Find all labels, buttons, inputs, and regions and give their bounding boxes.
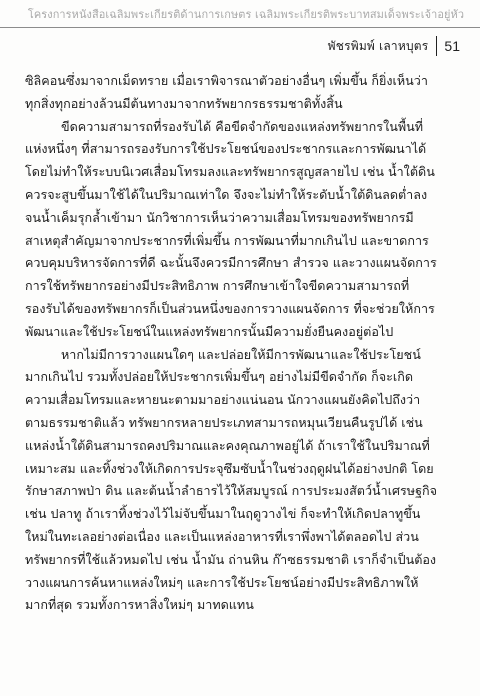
text-line: ทุกสิ่งทุกอย่างล้วนมีต้นทางมาจากทรัพยากรธรรมชาติทั้งสิ้น	[25, 95, 343, 111]
text-line: จนน้ำเค็มรุกล้ำเข้ามา นักวิชาการเห็นว่าความเสื่อมโทรมของทรัพยากรมี	[25, 209, 414, 225]
text-line: การใช้ทรัพยากรอย่างมีประสิทธิภาพ การศึกษาเข้าใจขีดความสามารถที่	[25, 278, 410, 294]
paragraph	[25, 116, 461, 344]
header-divider	[0, 27, 480, 28]
text-line: แหล่งน้ำใต้ดินสามารถคงปริมาณและคงคุณภาพอยู่ได้ ถ้าเราใช้ในปริมาณที่	[25, 437, 430, 453]
page-number: 51	[444, 38, 460, 54]
text-line: มากเกินไป รวมทั้งปล่อยให้ประชากรเพิ่มขึ้นๆ อย่างไม่มีขีดจำกัด ก็จะเกิด	[25, 369, 414, 385]
paragraph	[25, 70, 461, 116]
text-line: เหมาะสม และทิ้งช่วงให้เกิดการประจุซึมซับน้ำในช่วงฤดูฝนได้อย่างปกติ โดย	[25, 460, 434, 476]
page-number-separator	[436, 36, 437, 56]
text-line: ตามธรรมชาติแล้ว ทรัพยากรหลายประเภทสามารถหมุนเวียนคืนรูปได้ เช่น	[25, 414, 423, 430]
text-line: ทรัพยากรที่ใช้แล้วหมดไป เช่น น้ำมัน ถ่านหิน ก๊าซธรรมชาติ เราก็จำเป็นต้อง	[25, 551, 437, 567]
page-header	[328, 35, 460, 57]
text-line: โดยไม่ทำให้ระบบนิเวศเสื่อมโทรมลงและทรัพยากรสูญสลายไป เช่น น้ำใต้ดิน	[25, 164, 435, 180]
text-line: ใหม่ในทะเลอย่างต่อเนื่อง และเป็นแหล่งอาหารที่เราพึ่งพาได้ตลอดไป ส่วน	[25, 528, 419, 544]
text-line: สาเหตุสำคัญมาจากประชากรที่เพิ่มขึ้น การพัฒนาที่มากเกินไป และขาดการ	[25, 232, 429, 248]
paragraph	[25, 344, 461, 618]
text-line: รักษาสภาพป่า ดิน และต้นน้ำลำธารไว้ให้สมบูรณ์ การประมงสัตว์น้ำเศรษฐกิจ	[25, 483, 438, 499]
text-line: รองรับได้ของทรัพยากรก็เป็นส่วนหนึ่งของการวางแผนจัดการ ที่จะช่วยให้การ	[25, 300, 435, 316]
text-line: ควบคุมบริหารจัดการที่ดี ฉะนั้นจึงควรมีการศึกษา สำรวจ และวางแผนจัดการ	[25, 255, 437, 271]
text-line: แห่งหนึ่งๆ ที่สามารถรองรับการใช้ประโยชน์ของประชากรและการพัฒนาได้	[25, 141, 427, 157]
text-line: เช่น ปลาทู ถ้าเราทิ้งช่วงไว้ไม่จับขึ้นมาในฤดูวางไข่ ก็จะทำให้เกิดปลาทูขึ้น	[25, 506, 421, 522]
text-line: มากที่สุด รวมทั้งการหาสิ่งใหม่ๆ มาทดแทน	[25, 597, 254, 613]
text-line: ขีดความสามารถที่รองรับได้ คือขีดจำกัดของแหล่งทรัพยากรในพื้นที่	[61, 118, 424, 134]
running-title: โครงการหนังสือเฉลิมพระเกียรติด้านการเกษตร เฉลิมพระเกียรติพระบาทสมเด็จพระเจ้าอยู่หัว	[27, 8, 465, 21]
text-line: ควรจะสูบขึ้นมาใช้ได้ในปริมาณเท่าใด จึงจะไม่ทำให้ระดับน้ำใต้ดินลดต่ำลง	[25, 186, 428, 202]
text-line: หากไม่มีการวางแผนใดๆ และปล่อยให้มีการพัฒนาและใช้ประโยชน์	[61, 346, 421, 362]
text-line: ซิลิคอนซึ่งมาจากเม็ดทราย เมื่อเราพิจารณาตัวอย่างอื่นๆ เพิ่มขึ้น ก็ยิ่งเห็นว่า	[25, 73, 428, 88]
text-line: พัฒนาและใช้ประโยชน์ในแหล่งทรัพยากรนั้นมีความยั่งยืนคงอยู่ต่อไป	[25, 323, 394, 339]
text-line: ความเสื่อมโทรมและหายนะตามมาอย่างแน่นอน นักวางแผนยังคิดไปถึงว่า	[25, 392, 421, 408]
body-text	[25, 70, 461, 617]
text-line: วางแผนการค้นหาแหล่งใหม่ๆ และการใช้ประโยชน์อย่างมีประสิทธิภาพให้	[25, 574, 419, 590]
author-name: พัชรพิมพ์ เลาหบุตร	[327, 38, 429, 53]
